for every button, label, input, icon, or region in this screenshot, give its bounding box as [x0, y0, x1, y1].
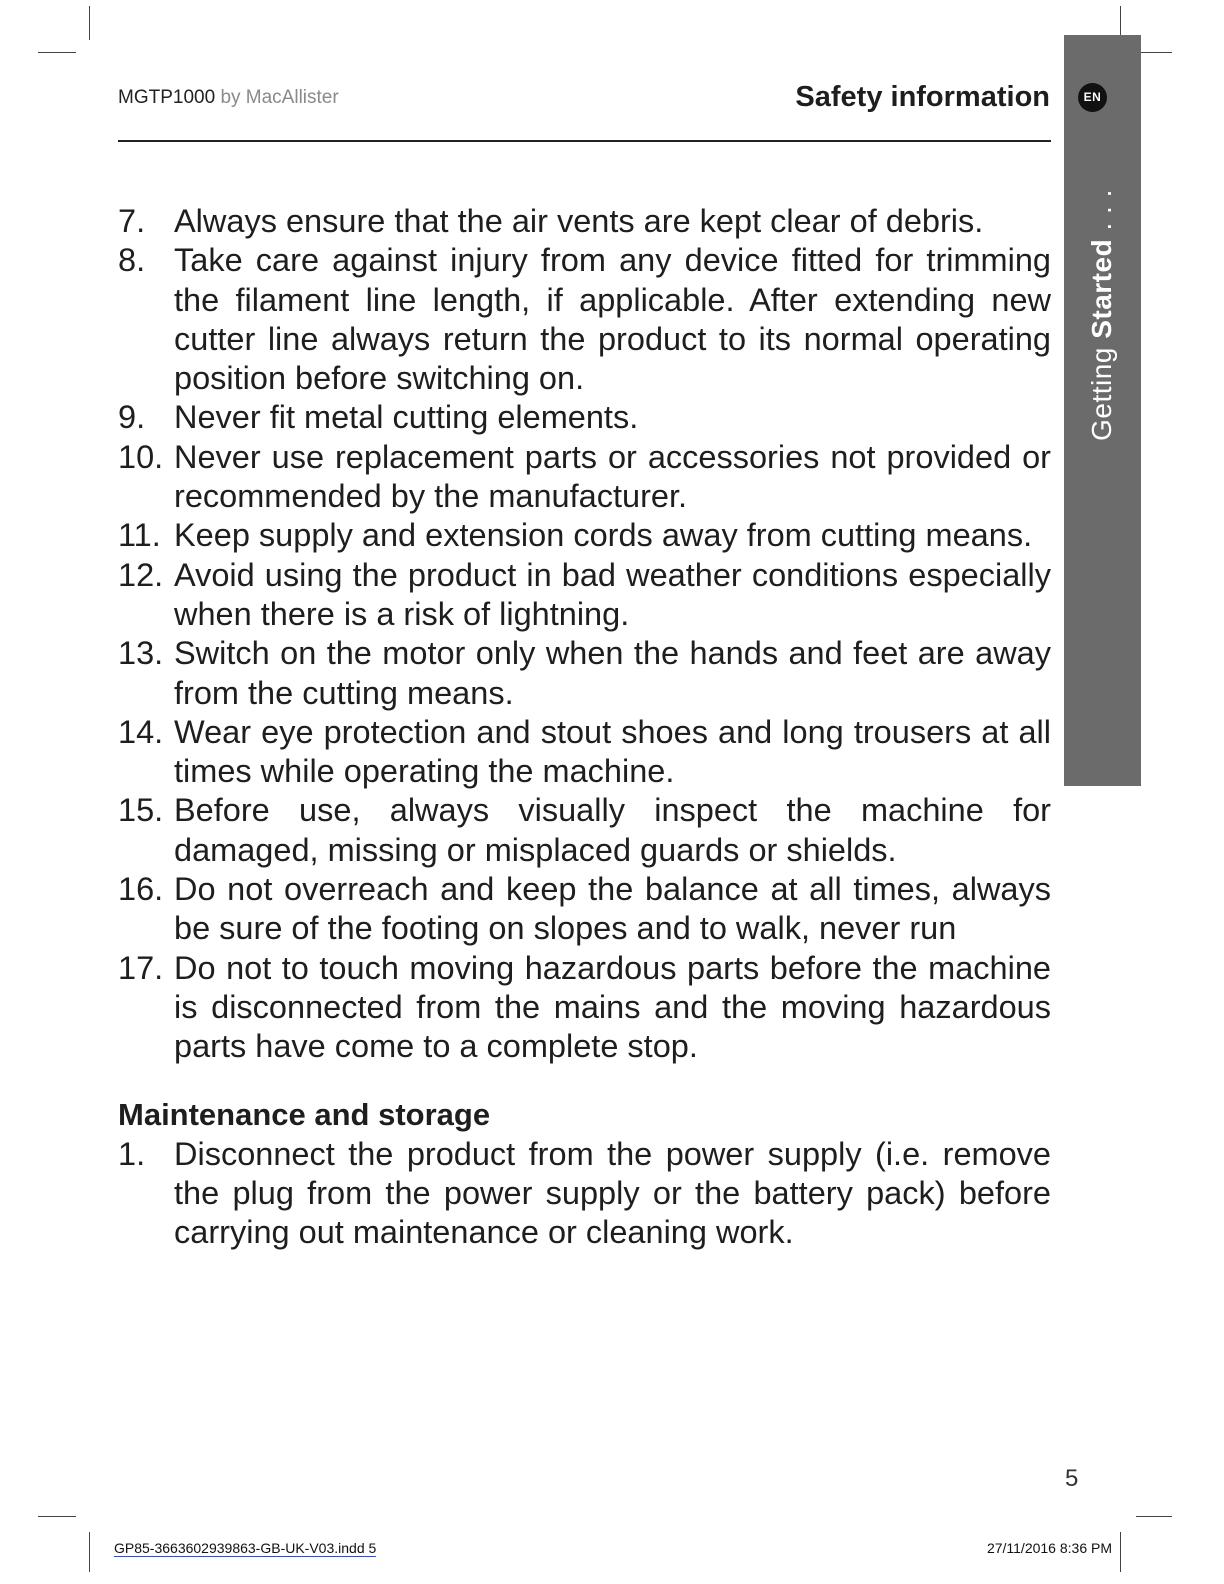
list-item-text: Disconnect the product from the power supply (i.e. remove the plug from the power supply or the battery pack) before carrying out maintenance or cleaning work.: [174, 1135, 1051, 1251]
list-item-number: 13.: [118, 635, 164, 672]
list-item-text: Avoid using the product in bad weather conditions especially when there is a risk of lightning.: [174, 556, 1051, 632]
page-number: 5: [1065, 1465, 1079, 1492]
list-item: [118, 949, 1051, 1067]
list-item: [118, 438, 1051, 517]
list-item-text: Switch on the motor only when the hands and feet are away from the cutting means.: [174, 635, 1051, 711]
side-tab-label-suffix: . . .: [1086, 189, 1117, 239]
crop-mark-top-left: [89, 6, 90, 40]
crop-mark-bottom-left: [89, 1532, 90, 1572]
list-item-number: 10.: [118, 438, 164, 475]
list-item-number: 7.: [118, 203, 146, 239]
side-tab: [1064, 35, 1141, 786]
list-item-text: Never fit metal cutting elements.: [174, 399, 639, 436]
crop-mark-top-left-h: [38, 52, 76, 53]
side-tab-label-regular: Getting: [1086, 347, 1117, 441]
brand-name: by MacAllister: [220, 87, 339, 108]
header-divider: [118, 140, 1051, 142]
crop-mark-top-right-h: [1136, 52, 1172, 53]
list-item-number: 17.: [118, 949, 164, 986]
list-item-text: Wear eye protection and stout shoes and long trousers at all times while operating the machine.: [174, 713, 1051, 790]
safety-list: [118, 202, 1051, 1067]
crop-mark-bottom-right: [1120, 1532, 1121, 1572]
list-item-text: Always ensure that the air vents are kept clear of debris.: [174, 203, 984, 239]
crop-mark-bottom-right-h: [1136, 1516, 1172, 1517]
content: [118, 202, 1051, 1252]
maintenance-list: [118, 1135, 1051, 1253]
list-item-text: Do not overreach and keep the balance at all times, always be sure of the footing on slopes and to walk, never run: [174, 871, 1051, 947]
side-tab-label-bold: Started: [1086, 238, 1117, 339]
list-item: [118, 1135, 1051, 1253]
language-badge: EN: [1078, 83, 1107, 112]
list-item-text: Never use replacement parts or accessories not provided or recommended by the manufacturer.: [174, 438, 1051, 515]
list-item-number: 15.: [118, 792, 164, 829]
list-item-number: 9.: [118, 399, 146, 436]
list-item: [118, 241, 1051, 398]
list-item: [118, 791, 1051, 870]
list-item-number: 8.: [118, 242, 146, 279]
maintenance-heading: Maintenance and storage: [118, 1096, 491, 1132]
list-item: [118, 634, 1051, 713]
list-item-number: 11.: [118, 517, 161, 554]
list-item-text: Before use, always visually inspect the machine for damaged, missing or misplaced guards or shields.: [174, 792, 1051, 868]
side-tab-label: [1086, 189, 1118, 441]
list-item: [118, 202, 1051, 241]
list-item-number: 1.: [118, 1135, 146, 1172]
list-item-text: Do not to touch moving hazardous parts before the machine is disconnected from the mains and the moving hazardous parts have come to a complete stop.: [174, 949, 1051, 1065]
list-item: [118, 870, 1051, 949]
list-item-text: Keep supply and extension cords away from cutting means.: [174, 517, 1033, 554]
list-item: [118, 556, 1051, 635]
footer-date: 27/11/2016 8:36 PM: [986, 1540, 1112, 1556]
model-name: MGTP1000: [118, 87, 216, 108]
page-title: Safety information: [795, 81, 1050, 113]
list-item-number: 14.: [118, 713, 164, 750]
list-item-text: Take care against injury from any device fitted for trimming the filament line length, if applicable. After extending new cutter line always return the product to its normal operating position before switching on.: [174, 242, 1051, 397]
footer-file-name: GP85-3663602939863-GB-UK-V03.indd 5: [114, 1540, 377, 1556]
list-item-number: 12.: [118, 556, 164, 593]
header-model: [118, 87, 339, 109]
crop-mark-bottom-left-h: [38, 1516, 76, 1517]
list-item: [118, 398, 1051, 437]
list-item: [118, 516, 1051, 555]
list-item-number: 16.: [118, 871, 164, 908]
list-item: [118, 713, 1051, 792]
